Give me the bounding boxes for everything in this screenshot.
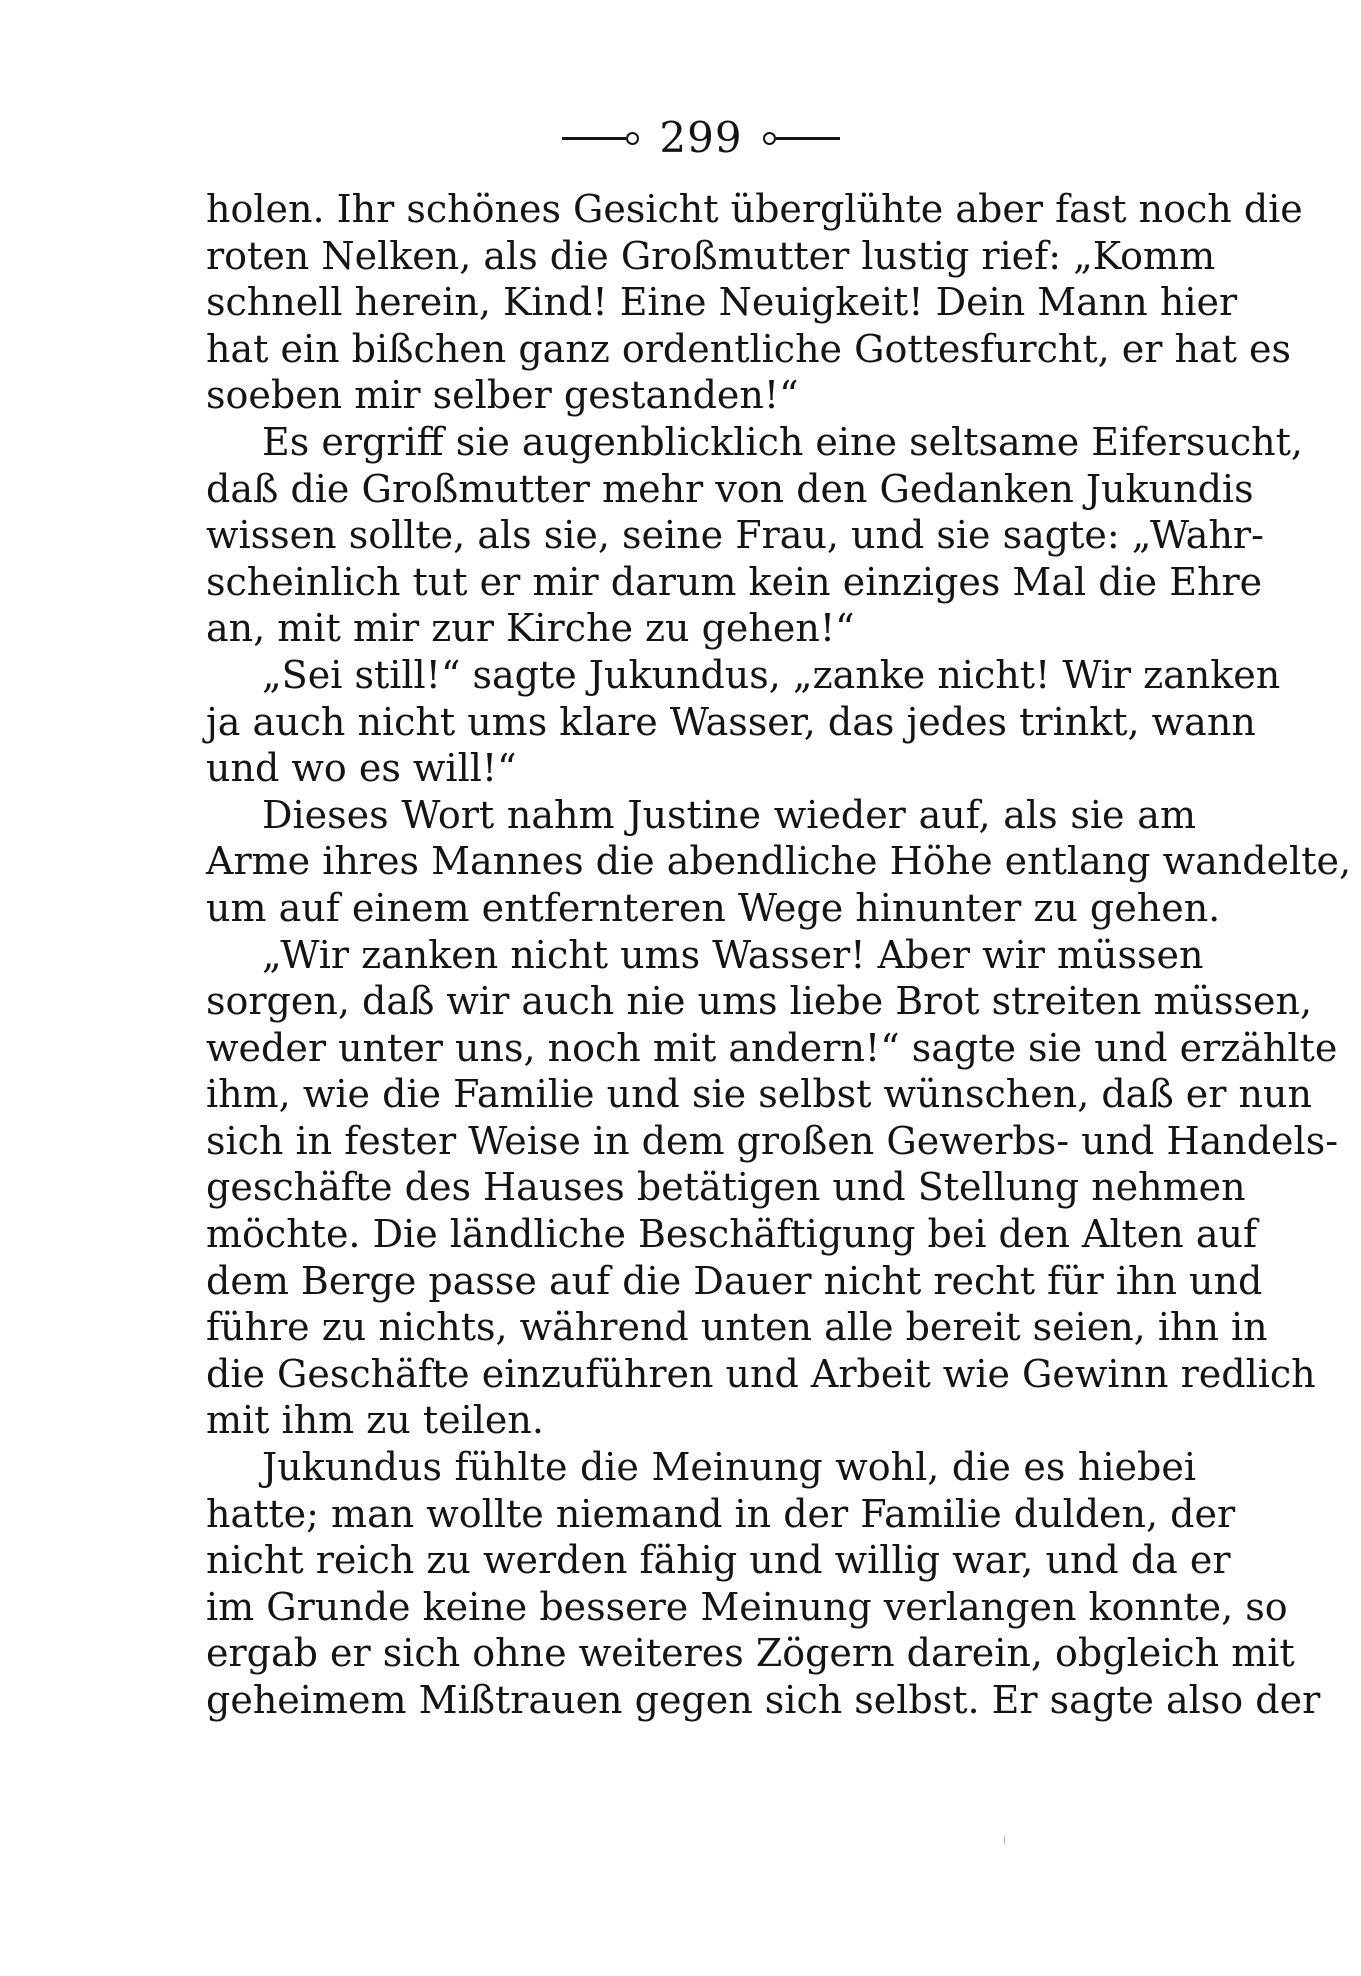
text-line: scheinlich tut er mir darum kein einziges Mal die Ehre [206,559,1263,604]
text-line: Dieses Wort nahm Justine wieder auf, als sie am [262,792,1196,837]
text-line: dem Berge passe auf die Dauer nicht recht für ihn und [206,1258,1263,1303]
paragraph [206,932,1339,1445]
text-line: roten Nelken, als die Großmutter lustig rief: „Komm [206,233,1216,278]
text-line: „Wir zanken nicht ums Wasser! Aber wir müssen [262,932,1204,977]
book-page [206,100,1352,1920]
text-line: mit ihm zu teilen. [206,1398,544,1443]
text-line: sorgen, daß wir auch nie ums liebe Brot streiten müssen, [206,979,1313,1024]
text-line: hatte; man wollte niemand in der Familie dulden, der [206,1491,1236,1536]
text-line: „Sei still!“ sagte Jukundus, „zanke nicht! Wir zanken [262,652,1281,697]
text-line: und wo es will!“ [206,746,517,791]
scan-speck [1004,1836,1005,1844]
text-line: im Grunde keine bessere Meinung verlangen konnte, so [206,1584,1288,1629]
text-line: geheimem Mißtrauen gegen sich selbst. Er sagte also der [206,1678,1321,1722]
text-line: möchte. Die ländliche Beschäftigung bei den Alten auf [206,1212,1258,1257]
text-line: holen. Ihr schönes Gesicht überglühte aber fast noch die [206,187,1303,231]
text-line: Arme ihres Mannes die abendliche Höhe entlang wandelte, [206,839,1352,884]
text-line: führe zu nichts, während unten alle bereit seien, ihn in [206,1305,1268,1350]
text-line: geschäfte des Hauses betätigen und Stellung nehmen [206,1165,1246,1210]
body-text [206,186,1352,1724]
paragraph [206,419,1303,652]
paragraph [206,186,1303,419]
ornament-right [763,132,840,145]
text-line: Es ergriff sie augenblicklich eine seltsame Eifersucht, [262,419,1303,464]
page-number: 299 [659,113,743,162]
text-line: an, mit mir zur Kirche zu gehen!“ [206,606,855,651]
text-line: Jukundus fühlte die Meinung wohl, die es hiebei [262,1445,1196,1490]
text-line: daß die Großmutter mehr von den Gedanken Jukundis [206,466,1254,511]
text-line: schnell herein, Kind! Eine Neuigkeit! Dein Mann hier [206,280,1238,325]
paragraph [206,1444,1321,1724]
text-line: sich in fester Weise in dem großen Gewerbs- und Handels- [206,1118,1339,1163]
text-line: die Geschäfte einzuführen und Arbeit wie Gewinn redlich [206,1351,1316,1396]
text-line: um auf einem entfernteren Wege hinunter zu gehen. [206,885,1221,930]
text-line: wissen sollte, als sie, seine Frau, und sie sagte: „Wahr- [206,513,1264,558]
text-line: weder unter uns, noch mit andern!“ sagte sie und erzählte [206,1025,1338,1070]
text-line: nicht reich zu werden fähig und willig war, und da er [206,1538,1231,1583]
text-line: hat ein bißchen ganz ordentliche Gottesfurcht, er hat es [206,326,1291,371]
ornament-left [562,132,639,145]
paragraph [206,652,1281,792]
text-line: ergab er sich ohne weiteres Zögern darein, obgleich mit [206,1631,1295,1676]
page-header [206,108,1196,168]
text-line: ja auch nicht ums klare Wasser, das jedes trinkt, wann [206,699,1256,744]
text-line: soeben mir selber gestanden!“ [206,373,799,418]
text-line: ihm, wie die Familie und sie selbst wünschen, daß er nun [206,1072,1312,1117]
paragraph [206,792,1352,932]
